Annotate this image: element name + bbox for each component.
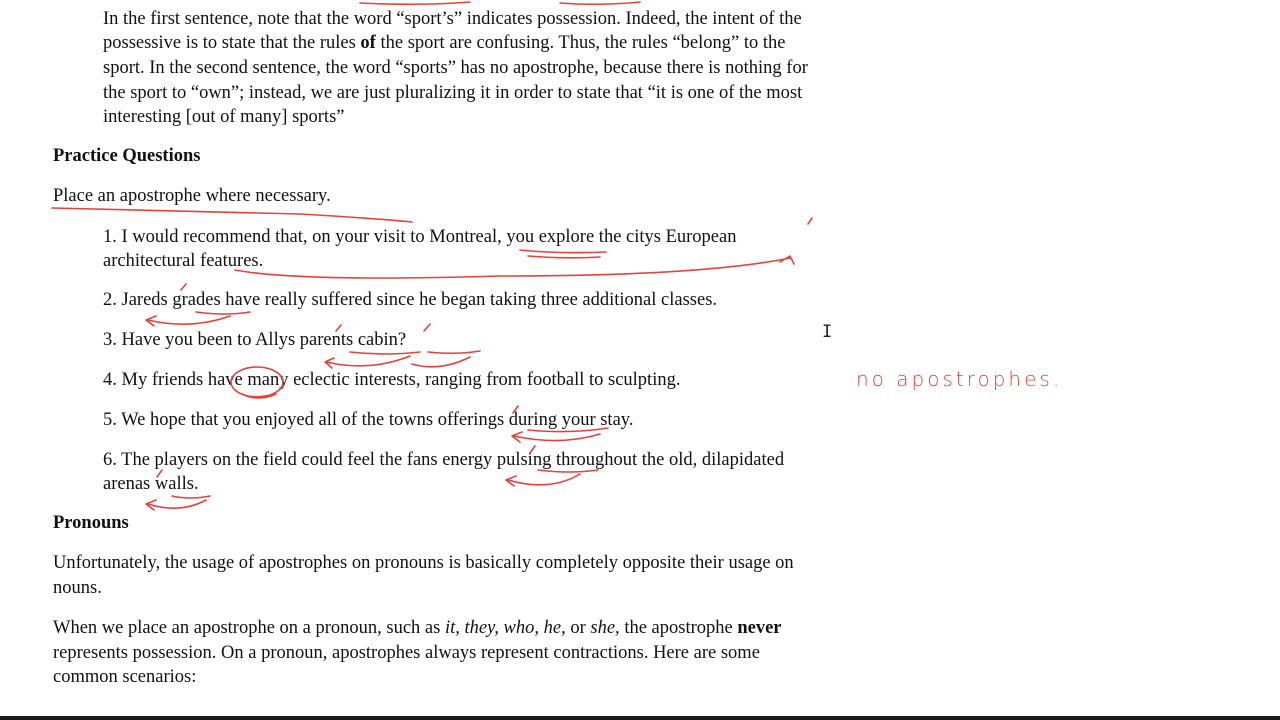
pronouns-para-2-line-2: represents possession. On a pronoun, apostrophes always represent contractions. Here are some bbox=[53, 643, 760, 663]
pronouns-bold-never: never bbox=[737, 618, 782, 638]
text-cursor-icon: I bbox=[822, 322, 833, 342]
practice-heading: Practice Questions bbox=[53, 146, 201, 166]
ink-note-no-apostrophes: no apostrophes. bbox=[856, 367, 1063, 391]
explanation-line-2 bbox=[103, 31, 785, 55]
explanation-bold-of: of bbox=[360, 33, 376, 53]
question-6-line-2: arenas walls. bbox=[103, 474, 199, 494]
pronouns-para-2-a: When we place an apostrophe on a pronoun, such as bbox=[53, 618, 445, 638]
question-4: 4. My friends have many eclectic interests, ranging from football to sculpting. bbox=[103, 370, 681, 390]
pronouns-para-1-line-1: Unfortunately, the usage of apostrophes on pronouns is basically completely opposite their usage on bbox=[53, 553, 794, 573]
pronouns-para-1-line-2: nouns. bbox=[53, 578, 102, 598]
question-2: 2. Jareds grades have really suffered since he began taking three additional classes. bbox=[103, 290, 718, 310]
explanation-line-2c: the sport are confusing. Thus, the rules “belong” to the bbox=[375, 33, 786, 53]
explanation-line-1: In the first sentence, note that the word “sport’s” indicates possession. Indeed, the intent of the bbox=[103, 9, 802, 29]
question-3: 3. Have you been to Allys parents cabin? bbox=[103, 330, 407, 350]
explanation-line-3: sport. In the second sentence, the word “sports” has no apostrophe, because there is nothing for bbox=[103, 58, 808, 78]
explanation-line-2a: possessive is to state that the rules bbox=[103, 33, 361, 53]
pronouns-example-she: she, bbox=[590, 618, 620, 638]
pronouns-heading: Pronouns bbox=[53, 513, 129, 533]
pronouns-para-2-line-3: common scenarios: bbox=[53, 667, 197, 687]
pronouns-para-2-line-1 bbox=[53, 616, 782, 640]
explanation-line-5: interesting [out of many] sports” bbox=[103, 107, 345, 127]
pronouns-examples: it, they, who, he, bbox=[444, 618, 566, 638]
explanation-line-4: the sport to “own”; instead, we are just pluralizing it in order to state that “it is one of the most bbox=[103, 83, 803, 103]
pronouns-para-2-e: the apostrophe bbox=[619, 618, 738, 638]
question-1-line-2: architectural features. bbox=[103, 251, 264, 271]
pronouns-para-2-c: or bbox=[565, 618, 591, 638]
question-1-line-1: 1. I would recommend that, on your visit to Montreal, you explore the citys European bbox=[103, 227, 737, 247]
question-5: 5. We hope that you enjoyed all of the towns offerings during your stay. bbox=[103, 410, 634, 430]
practice-instruction: Place an apostrophe where necessary. bbox=[53, 186, 331, 206]
question-6-line-1: 6. The players on the field could feel the fans energy pulsing throughout the old, dilapidated bbox=[103, 450, 785, 470]
bottom-edge-bar bbox=[0, 716, 1280, 720]
